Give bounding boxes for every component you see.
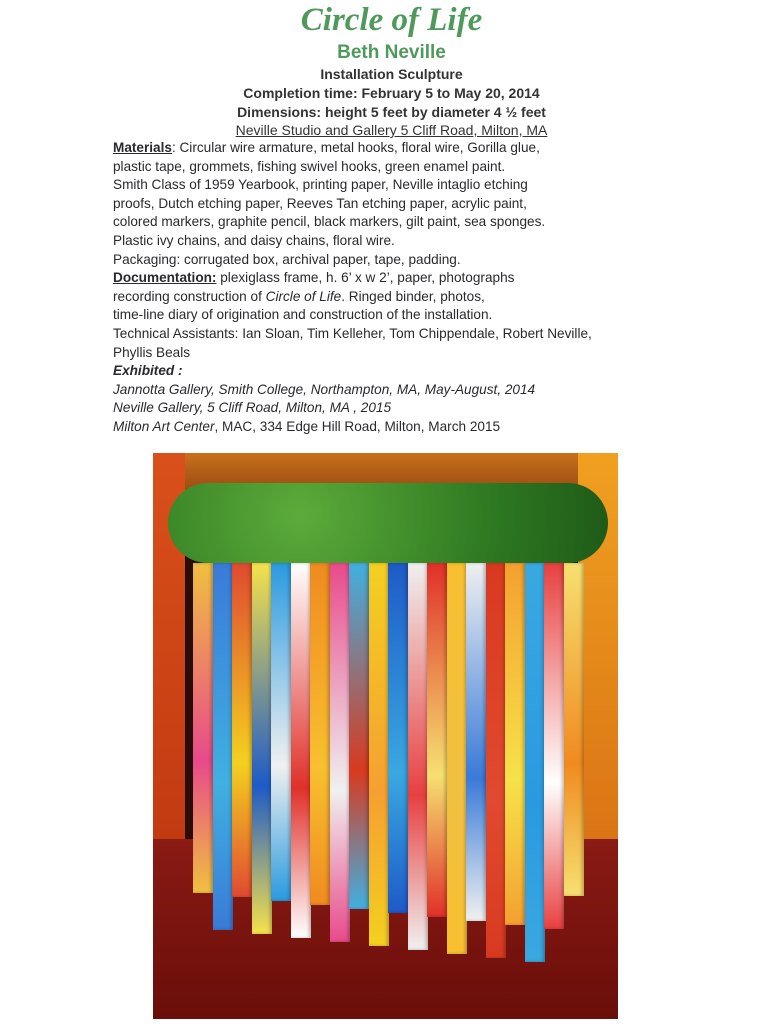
hanging-strip — [388, 563, 408, 913]
hanging-strip — [408, 563, 428, 950]
document-title: Circle of Life — [300, 2, 483, 38]
documentation-line — [113, 288, 673, 307]
documentation-line — [113, 269, 673, 288]
hanging-strip — [544, 563, 564, 929]
materials-line: plastic tape, grommets, fishing swivel hooks, green enamel paint. — [113, 158, 506, 174]
exhibition-item — [113, 418, 673, 437]
materials-text: : Circular wire armature, metal hooks, floral wire, Gorilla glue, — [171, 140, 540, 155]
assistants-line: Technical Assistants: Ian Sloan, Tim Kelleher, Tom Chippendale, Robert Neville, — [113, 325, 592, 341]
exhibition-item: Neville Gallery, 5 Cliff Road, Milton, MA , 2015 — [113, 400, 392, 416]
hanging-strip — [505, 563, 525, 925]
materials-line — [113, 139, 673, 158]
materials-line: Plastic ivy chains, and daisy chains, floral wire. — [113, 232, 395, 248]
materials-label: Materials — [113, 140, 172, 155]
packaging-line: Packaging: corrugated box, archival paper, tape, padding. — [113, 251, 461, 267]
hanging-strip — [486, 563, 506, 958]
dimensions: Dimensions: height 5 feet by diameter 4 ½ feet — [237, 104, 546, 120]
hanging-strip — [564, 563, 584, 896]
document-body — [113, 139, 673, 437]
hanging-strip — [447, 563, 467, 954]
ivy-foliage — [168, 483, 608, 563]
hanging-strip — [330, 563, 350, 942]
hanging-strip — [232, 563, 252, 897]
hanging-strip — [349, 563, 369, 909]
hanging-strip — [427, 563, 447, 917]
artwork-type: Installation Sculpture — [320, 66, 463, 82]
documentation-text: recording construction of — [113, 288, 266, 304]
materials-line: colored markers, graphite pencil, black markers, gilt paint, sea sponges. — [113, 214, 546, 230]
materials-line: proofs, Dutch etching paper, Reeves Tan etching paper, acrylic paint, — [113, 195, 527, 211]
hanging-strip — [252, 563, 272, 934]
hanging-strip — [525, 563, 545, 962]
hanging-strip — [291, 563, 311, 938]
documentation-text: plexiglass frame, h. 6’ x w 2’, paper, photographs — [216, 270, 515, 286]
documentation-text: . Ringed binder, photos, — [341, 288, 485, 304]
hanging-strip — [310, 563, 330, 905]
exhibition-venue: Milton Art Center — [113, 418, 215, 434]
documentation-line: time-line diary of origination and construction of the installation. — [113, 307, 493, 323]
artist-name: Beth Neville — [337, 42, 446, 63]
artwork-title-ref: Circle of Life — [265, 288, 342, 304]
assistants-line: Phyllis Beals — [113, 344, 191, 360]
hanging-strip — [193, 563, 213, 893]
installation-photo — [153, 453, 618, 1019]
completion-time: Completion time: February 5 to May 20, 2014 — [243, 85, 540, 101]
hanging-strip — [271, 563, 291, 901]
hanging-strip — [369, 563, 389, 946]
exhibition-details: , MAC, 334 Edge Hill Road, Milton, March 2015 — [214, 418, 501, 434]
studio-location: Neville Studio and Gallery 5 Cliff Road, Milton, MA — [235, 122, 548, 138]
hanging-strip — [466, 563, 486, 921]
exhibited-label: Exhibited : — [113, 363, 183, 379]
exhibition-item: Jannotta Gallery, Smith College, Northampton, MA, May-August, 2014 — [113, 381, 536, 397]
materials-line: Smith Class of 1959 Yearbook, printing paper, Neville intaglio etching — [113, 177, 528, 193]
documentation-label: Documentation: — [113, 270, 217, 286]
hanging-strip — [213, 563, 233, 930]
